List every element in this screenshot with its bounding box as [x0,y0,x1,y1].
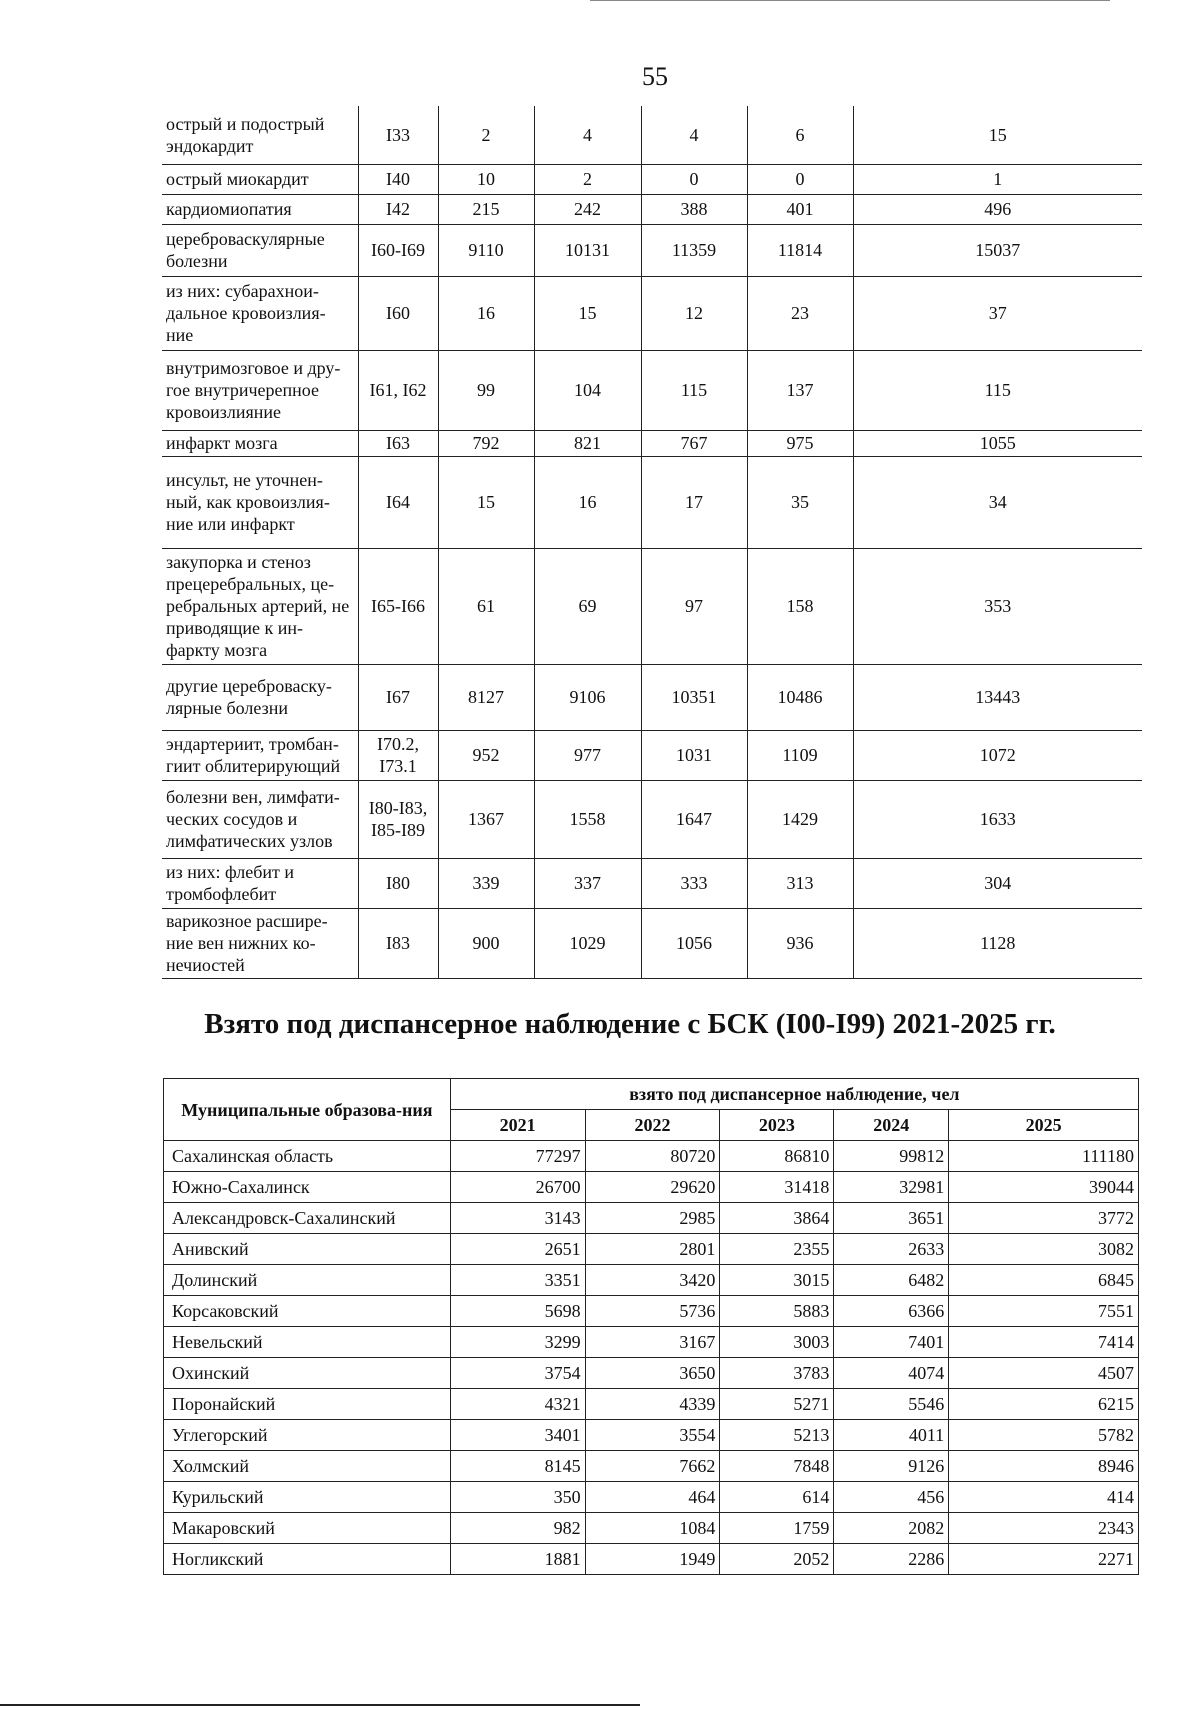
municipality-name: Поронайский [164,1389,451,1420]
diagnosis-name: инфаркт мозга [162,430,358,456]
scan-edge-line [590,0,1110,1]
value-cell-2024: 401 [747,194,853,224]
value-cell-2024: 1429 [747,780,853,858]
value-cell-2021: 9110 [438,224,534,276]
table-row [162,164,1142,194]
table-row [164,1482,1139,1513]
value-cell: 4011 [834,1420,949,1451]
icd-code: I40 [358,164,438,194]
value-cell: 982 [450,1513,585,1544]
value-cell-2024: 0 [747,164,853,194]
value-cell: 3015 [720,1265,834,1296]
value-cell: 7414 [949,1327,1139,1358]
value-cell: 3783 [720,1358,834,1389]
value-cell: 3554 [585,1420,720,1451]
diagnosis-name: из них: субарахнои-дальное кровоизлия-ние [162,276,358,350]
municipality-name: Курильский [164,1482,451,1513]
header-year: 2023 [720,1110,834,1141]
value-cell: 5883 [720,1296,834,1327]
value-cell-2021: 339 [438,858,534,908]
table-row [164,1544,1139,1575]
table-row [162,780,1142,858]
value-cell-2023: 10351 [641,664,747,730]
value-cell-2024: 1109 [747,730,853,780]
value-cell-2025: 34 [853,456,1142,548]
icd-code: I64 [358,456,438,548]
value-cell: 2985 [585,1203,720,1234]
value-cell: 3143 [450,1203,585,1234]
value-cell-2023: 388 [641,194,747,224]
value-cell-2023: 12 [641,276,747,350]
value-cell-2022: 2 [534,164,641,194]
value-cell-2021: 16 [438,276,534,350]
value-cell-2024: 137 [747,350,853,430]
value-cell-2023: 0 [641,164,747,194]
table-row [164,1420,1139,1451]
value-cell: 7662 [585,1451,720,1482]
table-row [164,1203,1139,1234]
value-cell: 111180 [949,1141,1139,1172]
dispensary-table [163,1078,1139,1575]
value-cell: 3420 [585,1265,720,1296]
value-cell-2025: 1128 [853,908,1142,978]
value-cell-2024: 11814 [747,224,853,276]
value-cell-2023: 767 [641,430,747,456]
icd-code: I65-I66 [358,548,438,664]
municipality-name: Южно-Сахалинск [164,1172,451,1203]
value-cell-2023: 333 [641,858,747,908]
value-cell-2023: 1056 [641,908,747,978]
value-cell: 77297 [450,1141,585,1172]
value-cell: 464 [585,1482,720,1513]
municipality-name: Долинский [164,1265,451,1296]
value-cell-2022: 15 [534,276,641,350]
value-cell: 4074 [834,1358,949,1389]
value-cell-2025: 37 [853,276,1142,350]
value-cell-2024: 975 [747,430,853,456]
table-row [164,1389,1139,1420]
value-cell-2024: 10486 [747,664,853,730]
value-cell-2022: 977 [534,730,641,780]
value-cell: 2801 [585,1234,720,1265]
diagnosis-name: кардиомиопатия [162,194,358,224]
value-cell-2021: 8127 [438,664,534,730]
value-cell-2023: 97 [641,548,747,664]
value-cell: 2633 [834,1234,949,1265]
header-municipality: Муниципальные образова-ния [164,1079,451,1141]
value-cell-2021: 15 [438,456,534,548]
morbidity-table [162,106,1142,979]
table-row [162,858,1142,908]
value-cell-2024: 158 [747,548,853,664]
icd-code: I60-I69 [358,224,438,276]
municipality-name: Сахалинская область [164,1141,451,1172]
value-cell: 7401 [834,1327,949,1358]
value-cell-2025: 15 [853,106,1142,164]
value-cell-2025: 1072 [853,730,1142,780]
value-cell-2022: 104 [534,350,641,430]
value-cell-2021: 952 [438,730,534,780]
value-cell: 5782 [949,1420,1139,1451]
value-cell: 2082 [834,1513,949,1544]
header-year: 2021 [450,1110,585,1141]
table-row [162,664,1142,730]
value-cell: 8946 [949,1451,1139,1482]
value-cell: 2343 [949,1513,1139,1544]
table-row [162,430,1142,456]
value-cell: 3651 [834,1203,949,1234]
scan-edge-line-bottom [0,1704,640,1706]
diagnosis-name: инсульт, не уточнен-ный, как кровоизлия-ние или инфаркт [162,456,358,548]
value-cell: 1759 [720,1513,834,1544]
table-row [162,106,1142,164]
value-cell: 29620 [585,1172,720,1203]
table-row [162,224,1142,276]
value-cell: 3754 [450,1358,585,1389]
dispensary-table-body [164,1141,1139,1575]
value-cell: 7848 [720,1451,834,1482]
value-cell-2023: 17 [641,456,747,548]
value-cell: 26700 [450,1172,585,1203]
value-cell: 1881 [450,1544,585,1575]
value-cell: 5698 [450,1296,585,1327]
value-cell-2025: 1633 [853,780,1142,858]
value-cell: 3650 [585,1358,720,1389]
value-cell: 414 [949,1482,1139,1513]
value-cell: 4339 [585,1389,720,1420]
value-cell: 3351 [450,1265,585,1296]
value-cell-2024: 23 [747,276,853,350]
table-row [162,350,1142,430]
value-cell: 1084 [585,1513,720,1544]
value-cell-2025: 304 [853,858,1142,908]
page-number: 55 [642,62,668,91]
value-cell-2022: 1558 [534,780,641,858]
value-cell-2023: 1031 [641,730,747,780]
value-cell-2024: 313 [747,858,853,908]
value-cell: 3299 [450,1327,585,1358]
morbidity-table-body [162,106,1142,978]
value-cell-2022: 821 [534,430,641,456]
diagnosis-name: острый миокардит [162,164,358,194]
value-cell: 1949 [585,1544,720,1575]
diagnosis-name: острый и подострый эндокардит [162,106,358,164]
header-group: взято под диспансерное наблюдение, чел [450,1079,1138,1110]
value-cell-2021: 2 [438,106,534,164]
value-cell: 5736 [585,1296,720,1327]
section-title: Взято под диспансерное наблюдение с БСК (I00-I99) 2021-2025 гг. [204,1008,1056,1040]
value-cell: 2286 [834,1544,949,1575]
diagnosis-name: варикозное расшире-ние вен нижних ко-нечиостей [162,908,358,978]
municipality-name: Охинский [164,1358,451,1389]
value-cell-2024: 35 [747,456,853,548]
diagnosis-name: из них: флебит и тромбофлебит [162,858,358,908]
value-cell-2022: 10131 [534,224,641,276]
value-cell: 9126 [834,1451,949,1482]
value-cell-2021: 792 [438,430,534,456]
value-cell: 6366 [834,1296,949,1327]
value-cell-2022: 337 [534,858,641,908]
value-cell-2024: 6 [747,106,853,164]
header-year: 2024 [834,1110,949,1141]
value-cell: 6482 [834,1265,949,1296]
icd-code: I33 [358,106,438,164]
table-row [164,1327,1139,1358]
table-row [164,1513,1139,1544]
value-cell: 6845 [949,1265,1139,1296]
icd-code: I83 [358,908,438,978]
value-cell: 39044 [949,1172,1139,1203]
value-cell: 5271 [720,1389,834,1420]
value-cell: 3082 [949,1234,1139,1265]
value-cell-2021: 215 [438,194,534,224]
table-row [164,1141,1139,1172]
table-row [162,548,1142,664]
icd-code: I67 [358,664,438,730]
value-cell-2022: 9106 [534,664,641,730]
municipality-name: Анивский [164,1234,451,1265]
municipality-name: Александровск-Сахалинский [164,1203,451,1234]
value-cell-2023: 11359 [641,224,747,276]
table-row [164,1451,1139,1482]
diagnosis-name: внутримозговое и дру-гое внутричерепное кровоизлияние [162,350,358,430]
value-cell: 6215 [949,1389,1139,1420]
value-cell-2022: 69 [534,548,641,664]
icd-code: I42 [358,194,438,224]
value-cell: 5546 [834,1389,949,1420]
municipality-name: Корсаковский [164,1296,451,1327]
value-cell: 3772 [949,1203,1139,1234]
value-cell: 2651 [450,1234,585,1265]
municipality-name: Макаровский [164,1513,451,1544]
table-row [162,276,1142,350]
value-cell: 350 [450,1482,585,1513]
value-cell-2022: 1029 [534,908,641,978]
value-cell: 5213 [720,1420,834,1451]
value-cell: 99812 [834,1141,949,1172]
table-row [164,1358,1139,1389]
table-row [164,1234,1139,1265]
value-cell-2025: 496 [853,194,1142,224]
value-cell-2021: 99 [438,350,534,430]
municipality-name: Углегорский [164,1420,451,1451]
table-row [162,730,1142,780]
icd-code: I63 [358,430,438,456]
header-year: 2025 [949,1110,1139,1141]
value-cell: 4507 [949,1358,1139,1389]
table-row [162,194,1142,224]
icd-code: I80 [358,858,438,908]
diagnosis-name: другие цереброваску-лярные болезни [162,664,358,730]
value-cell: 2052 [720,1544,834,1575]
value-cell-2025: 1 [853,164,1142,194]
value-cell-2022: 16 [534,456,641,548]
value-cell-2021: 900 [438,908,534,978]
header-row [164,1079,1139,1110]
value-cell-2021: 10 [438,164,534,194]
value-cell: 4321 [450,1389,585,1420]
table-row [162,456,1142,548]
municipality-name: Невельский [164,1327,451,1358]
value-cell-2025: 353 [853,548,1142,664]
table-row [164,1296,1139,1327]
value-cell-2025: 1055 [853,430,1142,456]
municipality-name: Ногликский [164,1544,451,1575]
diagnosis-name: болезни вен, лимфати-ческих сосудов и лимфатических узлов [162,780,358,858]
value-cell-2022: 4 [534,106,641,164]
value-cell-2024: 936 [747,908,853,978]
value-cell: 3401 [450,1420,585,1451]
diagnosis-name: цереброваскулярные болезни [162,224,358,276]
value-cell-2025: 115 [853,350,1142,430]
value-cell: 3864 [720,1203,834,1234]
value-cell: 2271 [949,1544,1139,1575]
value-cell-2023: 1647 [641,780,747,858]
value-cell: 7551 [949,1296,1139,1327]
value-cell-2022: 242 [534,194,641,224]
value-cell: 31418 [720,1172,834,1203]
diagnosis-name: эндартериит, тромбан-гиит облитерирующий [162,730,358,780]
icd-code: I60 [358,276,438,350]
value-cell: 32981 [834,1172,949,1203]
header-year: 2022 [585,1110,720,1141]
value-cell-2025: 13443 [853,664,1142,730]
value-cell-2023: 4 [641,106,747,164]
table-row [164,1265,1139,1296]
table-row [164,1172,1139,1203]
value-cell: 3003 [720,1327,834,1358]
value-cell: 614 [720,1482,834,1513]
value-cell: 2355 [720,1234,834,1265]
value-cell: 8145 [450,1451,585,1482]
value-cell-2025: 15037 [853,224,1142,276]
value-cell-2021: 61 [438,548,534,664]
value-cell: 3167 [585,1327,720,1358]
value-cell: 86810 [720,1141,834,1172]
value-cell-2023: 115 [641,350,747,430]
icd-code: I70.2, I73.1 [358,730,438,780]
value-cell: 80720 [585,1141,720,1172]
table-row [162,908,1142,978]
diagnosis-name: закупорка и стеноз прецеребральных, це-ребральных артерий, не приводящие к ин-фаркту мозга [162,548,358,664]
icd-code: I80-I83, I85-I89 [358,780,438,858]
value-cell: 456 [834,1482,949,1513]
value-cell-2021: 1367 [438,780,534,858]
icd-code: I61, I62 [358,350,438,430]
municipality-name: Холмский [164,1451,451,1482]
